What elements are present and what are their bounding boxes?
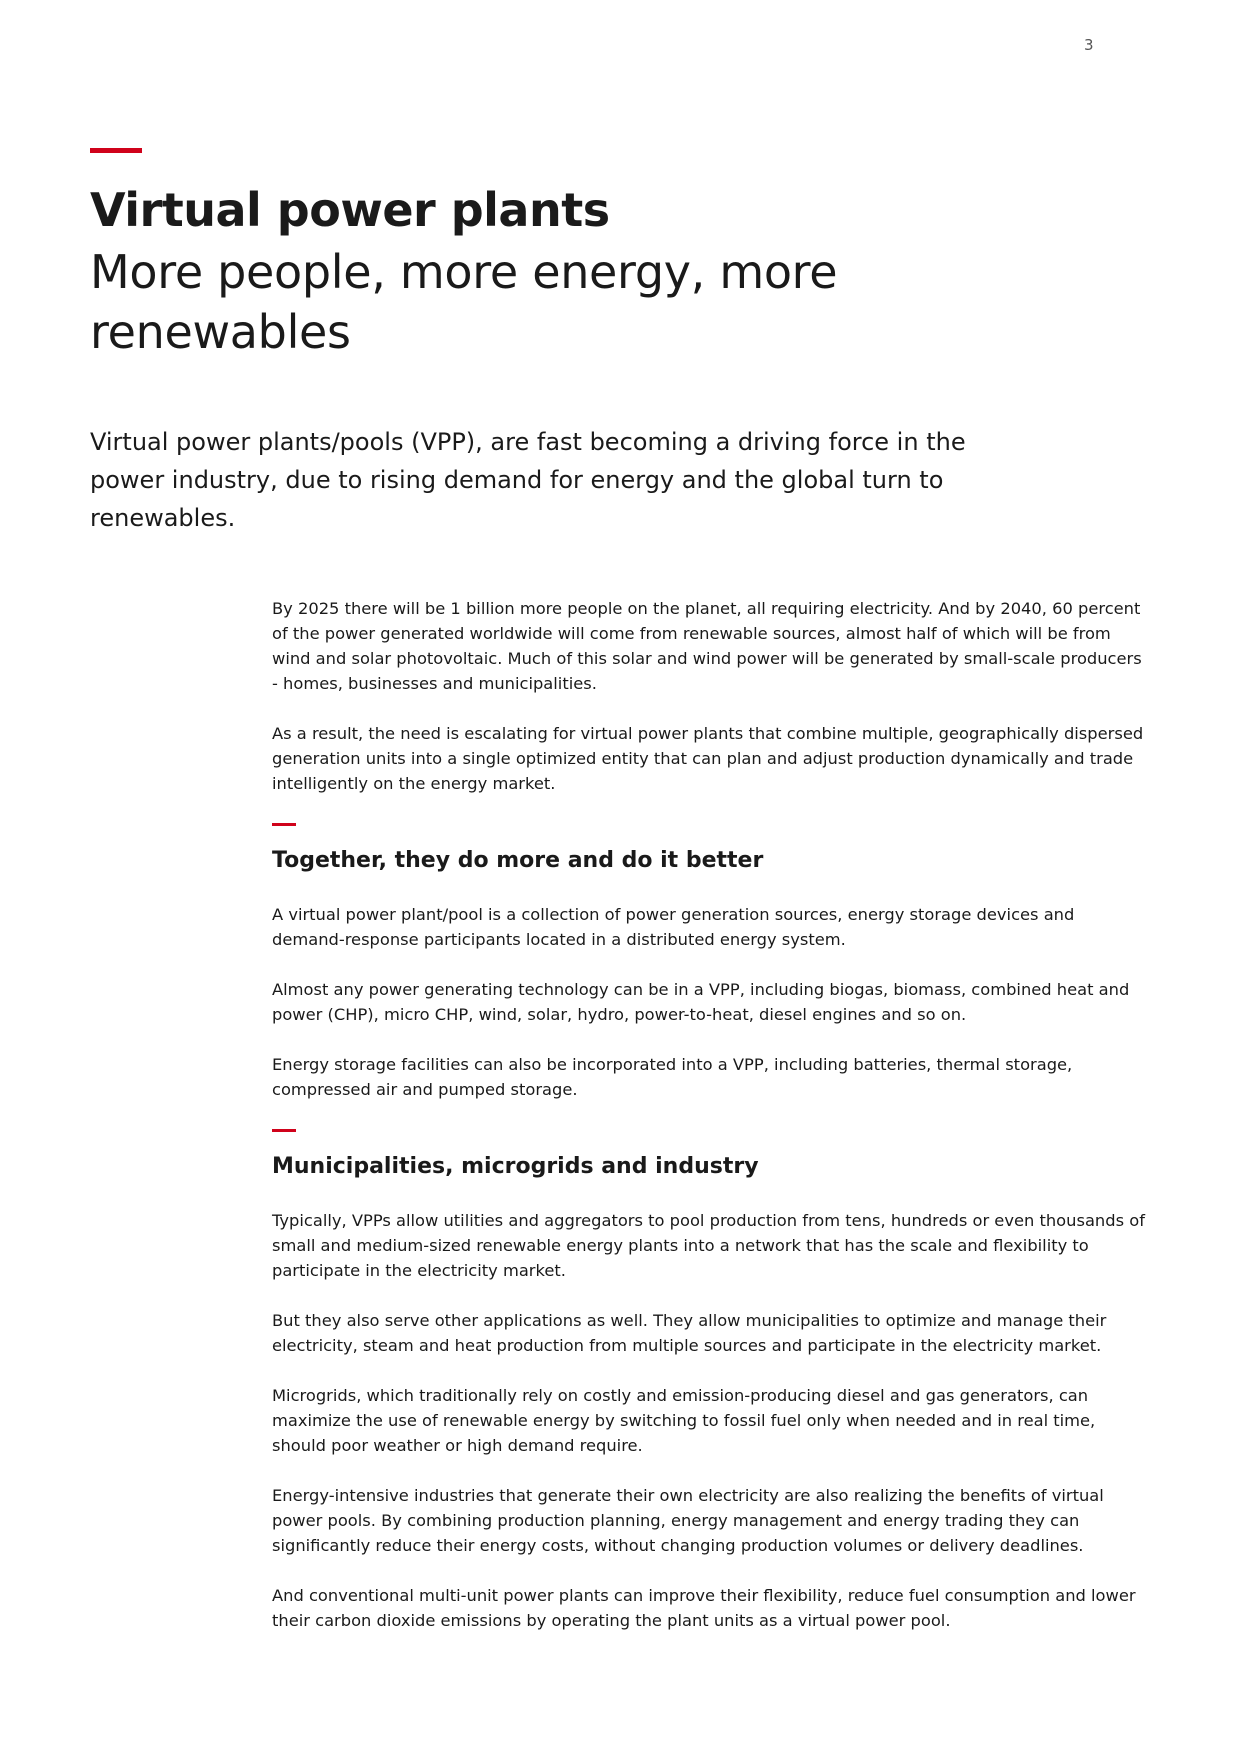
lead-paragraph: Virtual power plants/pools (VPP), are fast becoming a driving force in the power industry, due to rising demand for energy and the global turn to renewables. [90,428,966,532]
section-paragraph: And conventional multi-unit power plants can improve their flexibility, reduce fuel consumption and lower their carbon dioxide emissions by operating the plant units as a virtual power pool. [272,1586,1136,1630]
section-paragraph: Typically, VPPs allow utilities and aggregators to pool production from tens, hundreds or even thousands of small and medium-sized renewable energy plants into a network that has the scale and flexibility to participate in the electricity market. [272,1211,1145,1280]
section-paragraph: But they also serve other applications as well. They allow municipalities to optimize and manage their electricity, steam and heat production from multiple sources and participate in the electricity market. [272,1311,1107,1355]
section-paragraph: Energy storage facilities can also be incorporated into a VPP, including batteries, thermal storage, compressed air and pumped storage. [272,1055,1073,1099]
section-heading: Municipalities, microgrids and industry [272,1154,759,1179]
body-column [272,596,1152,1658]
section-paragraph: Energy-intensive industries that generate their own electricity are also realizing the benefits of virtual power pools. By combining production planning, energy management and energy trading they can significantly reduce their energy costs, without changing production volumes or delivery deadlines. [272,1486,1104,1555]
intro-paragraph: By 2025 there will be 1 billion more people on the planet, all requiring electricity. And by 2040, 60 percent of the power generated worldwide will come from renewable sources, almost half of which will be from wind and solar photovoltaic. Much of this solar and wind power will be generated by small-scale producers - homes, businesses and municipalities. [272,599,1142,693]
section-paragraph: A virtual power plant/pool is a collection of power generation sources, energy storage devices and demand-response participants located in a distributed energy system. [272,905,1075,949]
page-number: 3 [1084,36,1094,54]
page-title: Virtual power plants [90,183,610,237]
section-paragraph: Microgrids, which traditionally rely on costly and emission-producing diesel and gas generators, can maximize the use of renewable energy by switching to fossil fuel only when needed and in real time, should poor weather or high demand require. [272,1386,1096,1455]
section-heading: Together, they do more and do it better [272,848,764,873]
section-accent-bar [272,1129,296,1132]
page-subtitle: More people, more energy, more renewables [90,245,838,359]
intro-paragraph: As a result, the need is escalating for virtual power plants that combine multiple, geographically dispersed generation units into a single optimized entity that can plan and adjust production dynamically and trade intelligently on the energy market. [272,724,1144,793]
section-paragraph: Almost any power generating technology can be in a VPP, including biogas, biomass, combined heat and power (CHP), micro CHP, wind, solar, hydro, power-to-heat, diesel engines and so on. [272,980,1130,1024]
title-accent-bar [90,148,142,153]
section-accent-bar [272,823,296,826]
